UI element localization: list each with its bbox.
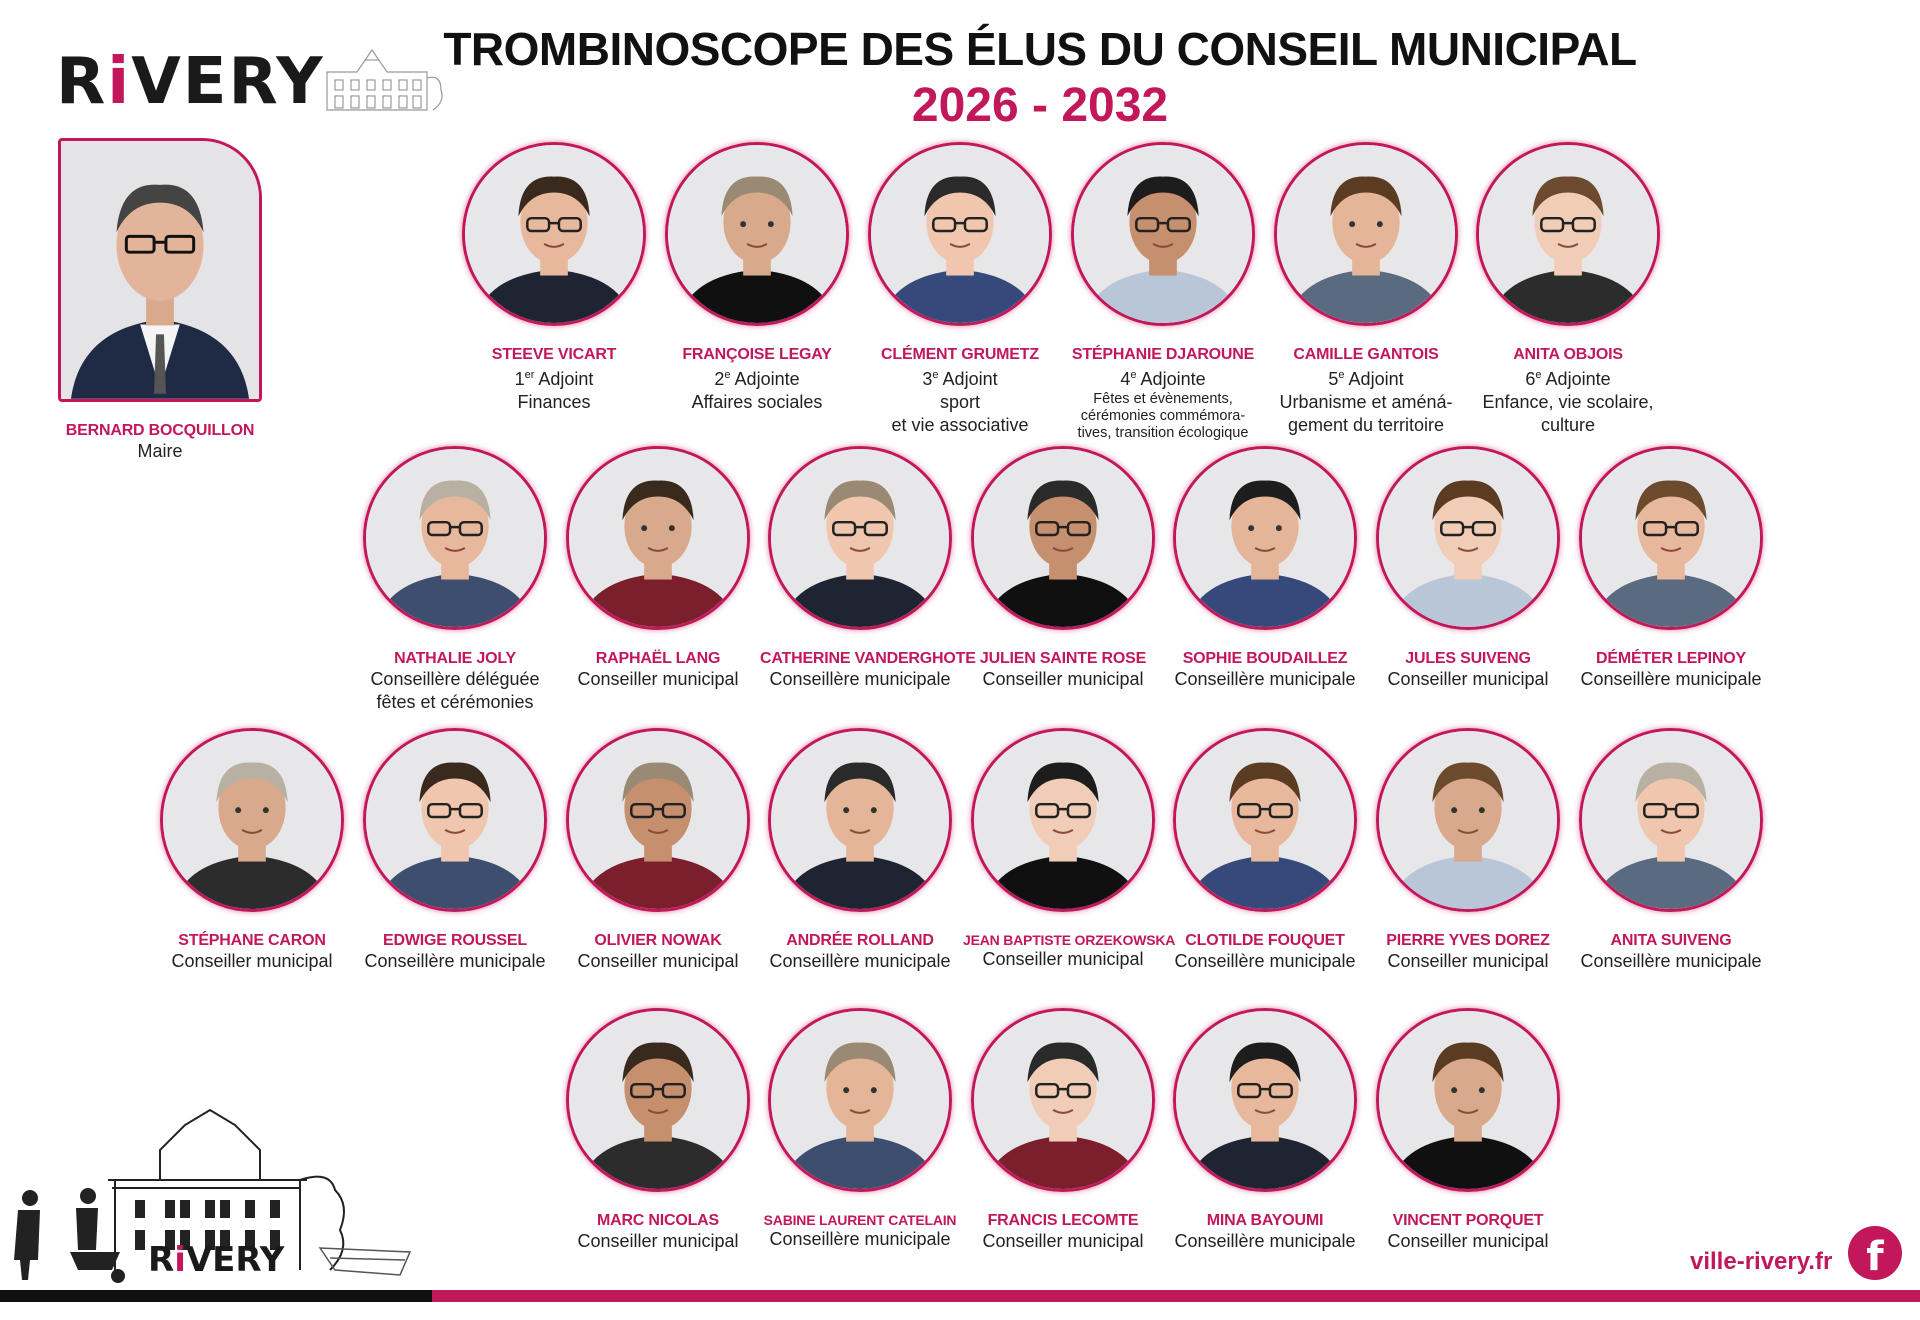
member-photo <box>1476 142 1660 326</box>
member-name: ANDRÉE ROLLAND <box>786 932 934 949</box>
member-desc-line: Urbanisme et améná- <box>1279 392 1453 412</box>
member-desc-line: et vie associative <box>891 415 1029 435</box>
member-role: Conseiller municipal <box>1387 1231 1549 1251</box>
member-photo <box>1173 728 1357 912</box>
person-portrait-icon <box>974 449 1152 627</box>
person-portrait-icon <box>1582 731 1760 909</box>
member-name: STÉPHANIE DJAROUNE <box>1071 346 1255 363</box>
rank-suffix: e <box>724 369 731 381</box>
person-portrait-icon <box>1176 731 1354 909</box>
member-card <box>355 728 555 973</box>
member-name: NATHALIE JOLY <box>394 650 516 667</box>
member-photo <box>566 728 750 912</box>
member-card <box>1266 142 1466 437</box>
person-portrait-icon <box>1582 449 1760 627</box>
person-portrait-icon <box>1379 731 1557 909</box>
member-desc-line: Affaires sociales <box>691 392 823 412</box>
member-name: FRANCIS LECOMTE <box>987 1212 1139 1229</box>
rank-suffix: e <box>1130 369 1137 381</box>
member-desc-line: fêtes et cérémonies <box>376 692 534 712</box>
rank-suffix: er <box>524 369 535 381</box>
member-card <box>558 728 758 973</box>
member-photo <box>1579 446 1763 630</box>
member-card <box>1165 446 1365 691</box>
person-portrait-icon <box>366 449 544 627</box>
member-card <box>657 142 857 414</box>
member-name: MARC NICOLAS <box>596 1212 720 1229</box>
rank-suffix: e <box>932 369 939 381</box>
member-photo <box>363 446 547 630</box>
member-photo <box>971 446 1155 630</box>
member-role: Conseiller municipal <box>1387 951 1549 971</box>
person-portrait-icon <box>771 1011 949 1189</box>
member-role: Conseillère municipale <box>769 669 951 689</box>
member-card <box>760 1008 960 1251</box>
member-name: CAMILLE GANTOIS <box>1293 346 1439 363</box>
person-portrait-icon <box>974 731 1152 909</box>
member-desc-line: tives, transition écologique <box>1077 425 1249 441</box>
member-role: Conseiller municipal <box>577 951 739 971</box>
member-name: CLOTILDE FOUQUET <box>1185 932 1345 949</box>
member-role <box>657 364 857 391</box>
person-portrait-icon <box>61 141 259 399</box>
member-card <box>963 1008 1163 1253</box>
person-portrait-icon <box>465 145 643 323</box>
member-card <box>1368 728 1568 973</box>
member-desc-line: Enfance, vie scolaire, <box>1482 392 1654 412</box>
member-photo <box>1376 728 1560 912</box>
role-title: Adjointe <box>1140 369 1206 389</box>
member-role: Conseillère municipale <box>1580 669 1762 689</box>
member-name: JULIEN SAINTE ROSE <box>979 650 1147 667</box>
member-role: Conseillère municipale <box>769 1229 951 1249</box>
person-portrait-icon <box>366 731 544 909</box>
person-portrait-icon <box>163 731 341 909</box>
member-card <box>1165 728 1365 973</box>
member-role <box>1468 364 1668 391</box>
member-card <box>760 446 976 691</box>
person-portrait-icon <box>1379 1011 1557 1189</box>
member-card <box>963 728 1176 971</box>
adjoint-rank: 1 <box>514 369 525 389</box>
person-portrait-icon <box>1176 449 1354 627</box>
member-card <box>1063 142 1263 442</box>
member-name: SABINE LAURENT CATELAIN <box>763 1212 957 1228</box>
footer-logo-text: RiVERY <box>148 1240 285 1280</box>
person-portrait-icon <box>569 731 747 909</box>
member-role: Conseillère municipale <box>364 951 546 971</box>
member-desc-line: gement du territoire <box>1287 415 1445 435</box>
member-photo <box>1173 1008 1357 1192</box>
person-portrait-icon <box>771 449 949 627</box>
member-photo <box>160 728 344 912</box>
mayor-photo <box>58 138 262 402</box>
member-role: Conseiller municipal <box>577 669 739 689</box>
member-card <box>1468 142 1668 437</box>
member-role <box>454 364 654 391</box>
member-desc-line: sport <box>939 392 981 412</box>
member-desc-line: culture <box>1540 415 1596 435</box>
adjoint-rank: 4 <box>1120 369 1131 389</box>
member-photo <box>768 1008 952 1192</box>
member-name: RAPHAËL LANG <box>595 650 721 667</box>
member-card <box>355 446 555 714</box>
facebook-icon[interactable]: f <box>1848 1226 1902 1280</box>
member-photo <box>363 728 547 912</box>
member-role: Conseiller municipal <box>171 951 333 971</box>
member-name: STEEVE VICART <box>491 346 617 363</box>
adjoint-rank: 5 <box>1328 369 1339 389</box>
person-portrait-icon <box>1176 1011 1354 1189</box>
member-photo <box>566 1008 750 1192</box>
member-photo <box>665 142 849 326</box>
member-card <box>1165 1008 1365 1253</box>
member-role: Conseiller municipal <box>1387 669 1549 689</box>
member-name: CATHERINE VANDERGHOTE <box>760 650 976 667</box>
member-photo <box>566 446 750 630</box>
member-photo <box>1274 142 1458 326</box>
rivery-logo <box>56 44 447 119</box>
member-role: Conseillère municipale <box>1174 1231 1356 1251</box>
member-card <box>454 142 654 414</box>
member-role: Conseillère municipale <box>1174 669 1356 689</box>
adjoint-rank: 2 <box>714 369 725 389</box>
person-portrait-icon <box>1074 145 1252 323</box>
member-name: JEAN BAPTISTE ORZEKOWSKA <box>963 932 1176 948</box>
member-photo <box>971 1008 1155 1192</box>
member-photo <box>1579 728 1763 912</box>
mayor-caption <box>40 422 280 463</box>
member-name: STÉPHANE CARON <box>178 932 326 949</box>
member-desc-line: cérémonies commémora- <box>1080 408 1246 424</box>
mandate-years: 2026 - 2032 <box>911 79 1169 132</box>
member-name: VINCENT PORQUET <box>1392 1212 1544 1229</box>
member-role: Conseiller municipal <box>982 1231 1144 1251</box>
member-card <box>152 728 352 973</box>
member-photo <box>1376 446 1560 630</box>
member-photo <box>868 142 1052 326</box>
member-name: DÉMÉTER LEPINOY <box>1596 650 1746 667</box>
member-role: Conseiller municipal <box>982 669 1144 689</box>
member-card <box>558 446 758 691</box>
member-name: SOPHIE BOUDAILLEZ <box>1182 650 1348 667</box>
member-desc-line: Fêtes et évènements, <box>1093 391 1233 407</box>
member-card <box>1571 446 1771 691</box>
rank-suffix: e <box>1338 369 1345 381</box>
member-name: ANITA SUIVENG <box>1610 932 1732 949</box>
member-role: Conseillère déléguée <box>370 669 540 689</box>
member-photo <box>768 728 952 912</box>
member-card <box>860 142 1060 437</box>
member-photo <box>1173 446 1357 630</box>
mayor-role: Maire <box>137 441 183 461</box>
member-role <box>1266 364 1466 391</box>
mayor-name: BERNARD BOCQUILLON <box>65 422 255 439</box>
person-portrait-icon <box>569 1011 747 1189</box>
member-name: PIERRE YVES DOREZ <box>1386 932 1550 949</box>
member-role: Conseiller municipal <box>577 1231 739 1251</box>
member-role <box>860 364 1060 391</box>
person-portrait-icon <box>569 449 747 627</box>
person-portrait-icon <box>1479 145 1657 323</box>
person-portrait-icon <box>771 731 949 909</box>
rank-suffix: e <box>1535 369 1542 381</box>
footer-bar-dark <box>0 1290 432 1302</box>
member-name: ANITA OBJOIS <box>1513 346 1623 363</box>
member-role <box>1063 364 1263 391</box>
member-name: OLIVIER NOWAK <box>594 932 722 949</box>
role-title: Adjoint <box>538 369 594 389</box>
member-name: EDWIGE ROUSSEL <box>383 932 527 949</box>
member-role: Conseiller municipal <box>982 949 1144 969</box>
member-photo <box>768 446 952 630</box>
person-portrait-icon <box>974 1011 1152 1189</box>
adjoint-rank: 3 <box>922 369 933 389</box>
member-name: FRANÇOISE LEGAY <box>682 346 832 363</box>
role-title: Adjoint <box>1348 369 1404 389</box>
member-role: Conseillère municipale <box>1580 951 1762 971</box>
member-name: JULES SUIVENG <box>1405 650 1531 667</box>
member-photo <box>462 142 646 326</box>
role-title: Adjoint <box>942 369 998 389</box>
member-photo <box>1376 1008 1560 1192</box>
member-card <box>1368 446 1568 691</box>
member-name: CLÉMENT GRUMETZ <box>881 346 1039 363</box>
member-card <box>558 1008 758 1253</box>
website-link[interactable]: ville-rivery.fr <box>1690 1248 1833 1275</box>
role-title: Adjointe <box>734 369 800 389</box>
member-name: MINA BAYOUMI <box>1206 1212 1324 1229</box>
member-card <box>1368 1008 1568 1253</box>
member-photo <box>971 728 1155 912</box>
member-role: Conseillère municipale <box>769 951 951 971</box>
person-portrait-icon <box>871 145 1049 323</box>
member-photo <box>1071 142 1255 326</box>
member-card <box>1571 728 1771 973</box>
page-title: TROMBINOSCOPE DES ÉLUS DU CONSEIL MUNICIPAL <box>443 23 1637 75</box>
adjoint-rank: 6 <box>1525 369 1536 389</box>
member-card <box>963 446 1163 691</box>
person-portrait-icon <box>1379 449 1557 627</box>
member-card <box>760 728 960 973</box>
logo-text: RiVERY <box>56 45 325 119</box>
role-title: Adjointe <box>1545 369 1611 389</box>
member-desc-line: Finances <box>517 392 591 412</box>
footer-bar-pink <box>432 1290 1920 1302</box>
person-portrait-icon <box>1277 145 1455 323</box>
person-portrait-icon <box>668 145 846 323</box>
member-role: Conseillère municipale <box>1174 951 1356 971</box>
